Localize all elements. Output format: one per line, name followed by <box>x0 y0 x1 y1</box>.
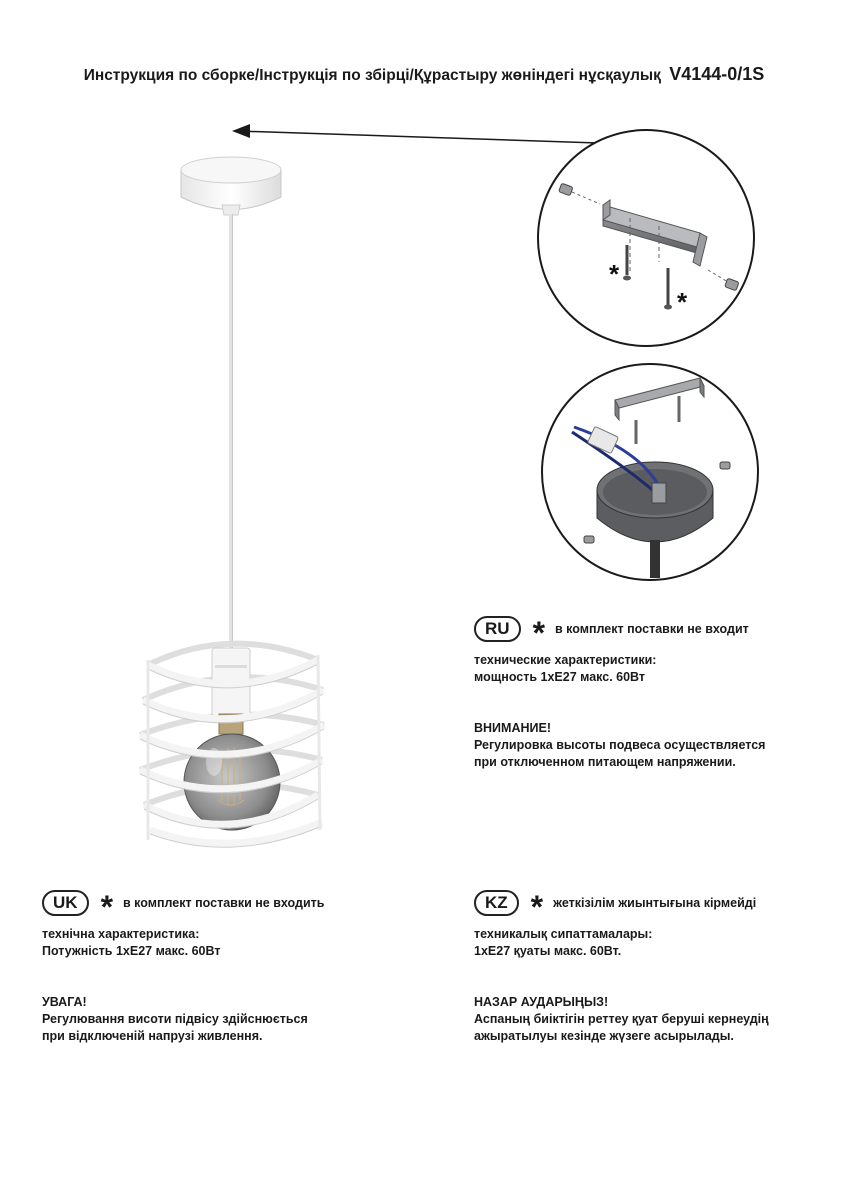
star-mark-1: * <box>609 259 620 289</box>
not-included-ru: в комплект поставки не входит <box>555 621 749 636</box>
specs-title-kz: техникалық сипаттамалары: <box>474 927 653 941</box>
star-icon-uk: * <box>100 889 114 925</box>
specs-value-kz: 1хЕ27 қуаты макс. 60Вт. <box>474 944 622 958</box>
lang-badge-kz: KZ <box>474 890 519 916</box>
warning-title-ru: ВНИМАНИЕ! <box>474 721 551 735</box>
star-icon-kz: * <box>530 889 544 925</box>
warning-title-uk: УВАГА! <box>42 995 87 1009</box>
lang-badge-uk: UK <box>42 890 89 916</box>
pendant-lamp <box>140 157 324 847</box>
star-mark-2: * <box>677 287 688 317</box>
light-bulb <box>184 714 280 830</box>
warning-line1-ru: Регулировка высоты подвеса осуществляется <box>474 738 766 752</box>
not-included-uk: в комплект поставки не входить <box>123 895 325 910</box>
warning-line2-kz: ажыратылуы кезінде жүзеге асырылады. <box>474 1029 734 1043</box>
side-screw-1 <box>584 536 594 543</box>
specs-title-uk: технічна характеристика: <box>42 927 200 941</box>
warning-line2-ru: при отключенном питающем напряжении. <box>474 755 736 769</box>
lang-badge-ru: RU <box>474 616 521 642</box>
specs-value-ru: мощность 1хЕ27 макс. 60Вт <box>474 670 646 684</box>
warning-title-kz: НАЗАР АУДАРЫҢЫЗ! <box>474 995 609 1009</box>
warning-line1-kz: Аспаның биіктігін реттеу қуат беруші кернеудің <box>474 1012 769 1026</box>
not-included-kz: жеткізілім жиынтығына кірмейді <box>553 895 757 910</box>
warning-line2-uk: при відключеній напрузі живлення. <box>42 1029 263 1043</box>
specs-title-ru: технические характеристики: <box>474 653 657 667</box>
detail-wiring-circle <box>542 364 758 580</box>
detail-bracket-circle <box>538 130 754 346</box>
specs-value-uk: Потужність 1хЕ27 макс. 60Вт <box>42 944 221 958</box>
section-uk <box>42 888 324 1045</box>
pointer-arrow <box>232 124 598 143</box>
side-screw-2 <box>720 462 730 469</box>
star-icon-ru: * <box>532 615 546 651</box>
section-kz <box>474 888 769 1045</box>
ceiling-canopy <box>181 157 281 215</box>
title-text: Инструкция по сборке/Інструкція по збірці/Құрастыру жөніндегі нұсқаулық <box>83 67 661 84</box>
warning-line1-uk: Регулювання висоти підвісу здійснюється <box>42 1012 308 1026</box>
model-number: V4144-0/1S <box>669 64 765 84</box>
section-ru <box>474 614 765 771</box>
